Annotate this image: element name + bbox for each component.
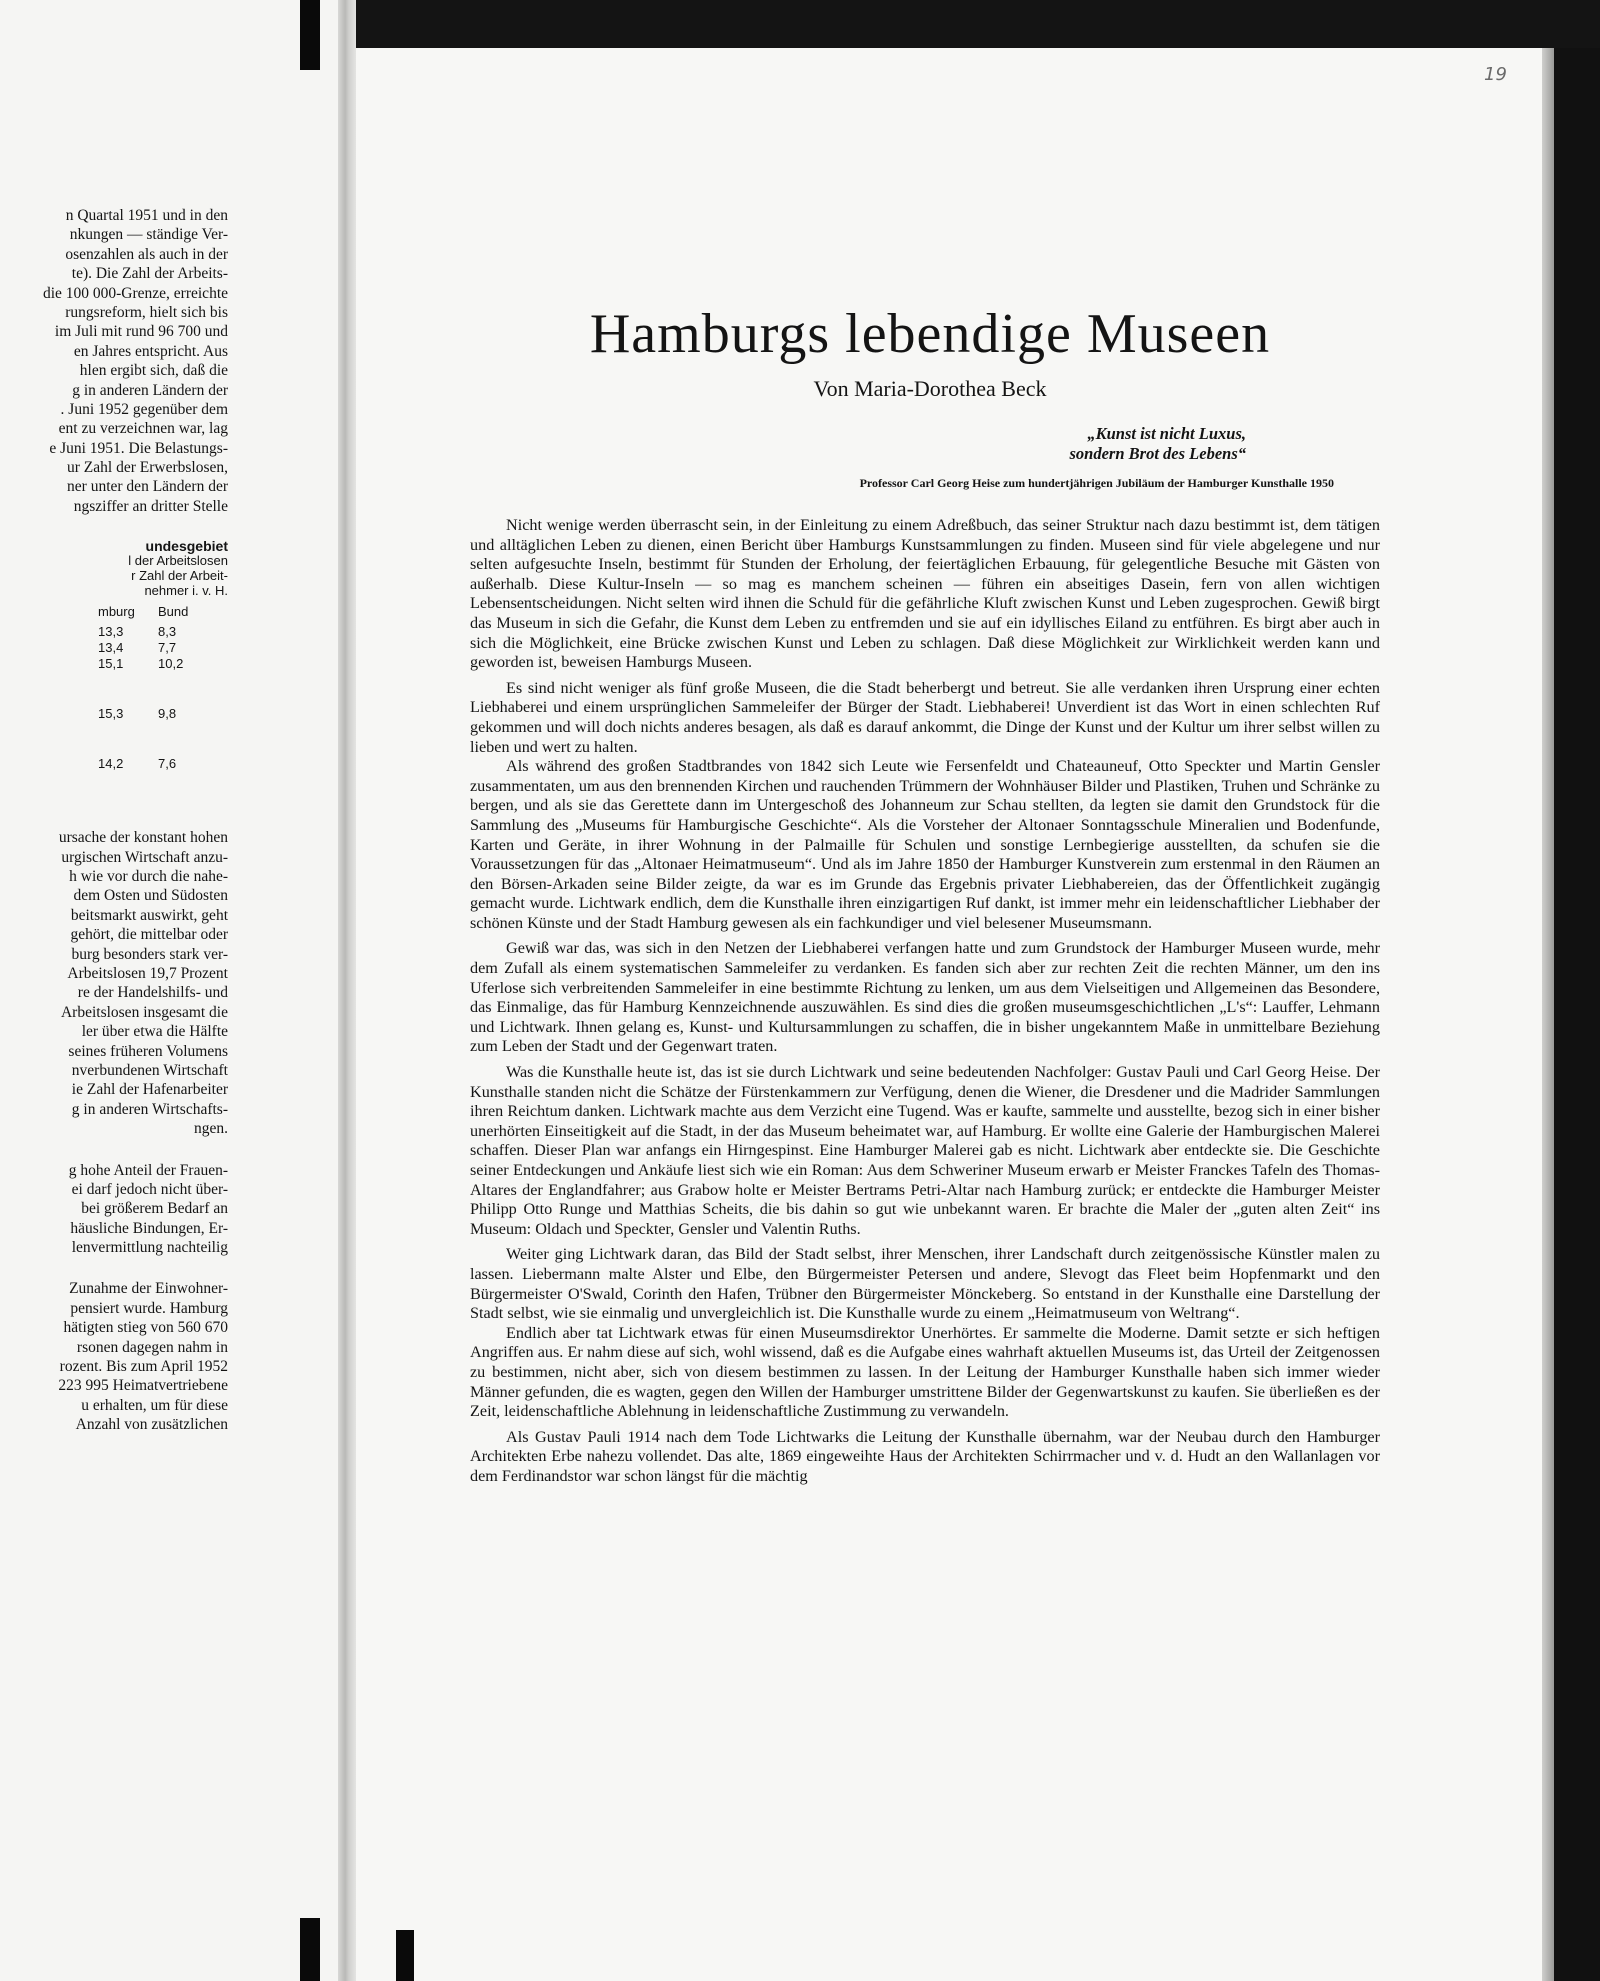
left-text-line: ent zu verzeichnen war, lag xyxy=(58,420,228,438)
left-text-line: seines früheren Volumens xyxy=(68,1042,228,1060)
left-text-line: burg besonders stark ver- xyxy=(71,945,228,963)
left-text-line: rungsreform, hielt sich bis xyxy=(65,303,228,321)
left-text-line: g in anderen Wirtschafts- xyxy=(71,1100,228,1118)
left-text-line: g hohe Anteil der Frauen- xyxy=(68,1161,228,1179)
scan-mark xyxy=(396,1930,414,1981)
left-text-block-top xyxy=(0,206,228,516)
table-row xyxy=(0,640,228,656)
left-text-line: h wie vor durch die nahe- xyxy=(69,868,228,886)
table-title: undesgebiet xyxy=(145,538,228,555)
left-text-line: 223 995 Heimatvertriebene xyxy=(58,1377,228,1395)
left-text-line: osenzahlen als auch in der xyxy=(65,245,228,263)
table-cell: 10,2 xyxy=(158,656,184,672)
left-text-line: ner unter den Ländern der xyxy=(67,478,228,496)
table-cell: 7,7 xyxy=(158,640,177,656)
article-paragraph: Gewiß war das, was sich in den Netzen der Liebhaberei verfangen hatte und zum Grundstock der Hamburger Museen wurde, mehr dem Zufall als einem systematischen Sammeleifer zu verdanken. Es fanden sich aber zur rechten Zeit die rechten Männer, um den ins Uferlose sich verbreitenden Sammeleifer in eine bestimmte Richtung zu lenken, um aus dem Vielseitigen und Allgemeinen das Besondere, das Einmalige, das für Hamburg Kennzeichnende auszuwählen. Es sind dies die großen museumsgeschichtlichen „L's“: Lauffer, Lehmann und Lichtwark. Ihnen gelang es, Kunst- und Kultursammlungen zu schaffen, die in bisher ungekanntem Maße in unmittelbare Beziehung zum Leben der Stadt und der Gegenwart traten. xyxy=(470,939,1380,1056)
table-row xyxy=(0,756,228,772)
table-header-line: r Zahl der Arbeit- xyxy=(131,568,228,584)
left-text-block-middle xyxy=(0,828,228,1138)
book-spine xyxy=(338,0,356,1981)
table-header-line: nehmer i. v. H. xyxy=(144,583,228,599)
article-paragraph: Endlich aber tat Lichtwark etwas für einen Museumsdirektor Unerhörtes. Er sammelte die Moderne. Damit setzte er sich heftigen Angriffen aus. Er nahm diese auf sich, wohl wissend, daß es die Aufgabe eines wahrhaft aktuellen Museums ist, das Urteil der Zeitgenossen zu bestimmen, nicht aber, sich von diesem bestimmen zu lassen. In der Leitung der Hamburger Kunsthalle haben sich immer wieder Männer gefunden, die es wagten, gegen den Willen der Hamburger umstrittene Bilder der Gegenwartskunst zu kaufen. Sie überließen es der Zeit, leidenschaftliche Ablehnung in leidenschaftliche Zustimmung zu verwandeln. xyxy=(470,1323,1380,1421)
left-text-line: nkungen — ständige Ver- xyxy=(69,226,228,244)
left-text-block-women xyxy=(0,1161,228,1258)
left-text-line: dem Osten und Südosten xyxy=(73,887,228,905)
table-cell: 7,6 xyxy=(158,756,177,772)
left-text-line: hlen ergibt sich, daß die xyxy=(79,362,228,380)
left-text-line: ur Zahl der Erwerbslosen, xyxy=(67,459,228,477)
table-cell: 13,3 xyxy=(98,624,124,640)
left-text-line: Zunahme der Einwohner- xyxy=(69,1280,228,1298)
left-text-line: en Jahres entspricht. Aus xyxy=(73,342,228,360)
left-text-line: im Juli mit rund 96 700 und xyxy=(54,323,228,341)
article-paragraph: Was die Kunsthalle heute ist, das ist sie durch Lichtwark und seine bedeutenden Nachfolger: Gustav Pauli und Carl Georg Heise. Der Kunsthalle standen nicht die Schätze der Fürstenkammern zur Verfügung, denen die Wiener, die Dresdener und die Madrider Sammlungen ihren Reichtum danken. Lichtwark machte aus dem Verzicht eine Tugend. Was er kaufte, sammelte und ausstellte, bezog sich in einer bisher unerhörten Einseitigkeit auf die Stadt, in der das Museum beheimatet war, auf Hamburg. Er wollte eine Galerie der Hamburgischen Malerei schaffen. Dieser Plan war anfangs ein Hirngespinst. Eine Hamburger Malerei gab es nicht. Lichtwark aber entdeckte sie. Die Geschichte seiner Entdeckungen und Ankäufe liest sich wie ein Roman: Aus dem Schweriner Museum erwarb er Meister Franckes Tafeln des Thomas-Altares der Englandfahrer; aus Grabow holte er Meister Bertrams Petri-Altar nach Hamburg zurück; er entdeckte die Hamburger Meister Philipp Otto Runge und Matthias Scheits, die bis dahin so gut wie unbekannt waren. Er brachte die Maler der „guten alten Zeit“ ins Museum: Oldach und Speckter, Gensler und Valentin Ruths. xyxy=(470,1063,1380,1238)
table-cell: 8,3 xyxy=(158,624,177,640)
epigraph-line: „Kunst ist nicht Luxus, xyxy=(1087,424,1246,443)
left-text-line: n Quartal 1951 und in den xyxy=(65,207,228,224)
left-text-line: e Juni 1951. Die Belastungs- xyxy=(49,439,228,457)
left-text-line: re der Handelshilfs- und xyxy=(77,984,228,1002)
left-text-line: . Juni 1952 gegenüber dem xyxy=(60,400,228,418)
left-text-line: gehört, die mittelbar oder xyxy=(70,926,228,944)
left-text-line: u erhalten, um für diese xyxy=(81,1396,228,1414)
article-byline: Von Maria-Dorothea Beck xyxy=(813,376,1047,401)
left-text-line: ler über etwa die Hälfte xyxy=(81,1023,228,1041)
table-cell: 15,3 xyxy=(98,706,124,722)
table-row xyxy=(0,706,228,722)
left-text-line: die 100 000-Grenze, erreichte xyxy=(42,284,228,302)
article-paragraph: Als während des großen Stadtbrandes von 1842 sich Leute wie Fersenfeldt und Chateauneuf, Otto Speckter und Martin Gensler zusammentaten, um aus den brennenden Kirchen und rauchenden Trümmern der Wohnhäuser Bilder und Plastiken, Truhen und Schränke zu bergen, und als sie das Gerettete dann im Untergeschoß des Johanneum zur Schau stellten, da legten sie damit den Grundstock für die Sammlung des „Museums für Hamburgische Geschichte“. Als die Vorsteher der Altonaer Sonntagsschule Mineralien und Bodenfunde, Karten und Geräte, in ihrer Wohnung in der Palmaille für Schulen und sonstige Lernbegierige ausstellten, da schufen sie die Voraussetzungen für das „Altonaer Heimatmuseum“. Und als im Jahre 1850 der Hamburger Kunstverein zum erstenmal in den Räumen an den Börsen-Arkaden seine Bilder zeigte, da war es im Grunde das Ergebnis privater Liebhabereien, das der Öffentlichkeit zugängig gemacht wurde. Lichtwark endlich, dem die Kunsthalle ihren einzigartigen Ruf dankt, ist immer mehr ein leidenschaftlicher Liebhaber der schönen Künste und der Stadt Hamburg gewesen als ein fachkundiger und viel belesener Museumsmann. xyxy=(470,757,1380,932)
epigraph-line: sondern Brot des Lebens“ xyxy=(1069,444,1246,463)
article-paragraph: Es sind nicht weniger als fünf große Museen, die die Stadt beherbergt und betreut. Sie alle verdanken ihren Ursprung einer echten Liebhaberei und einem ursprünglichen Sammeleifer der Bürger der Stadt. Liebhaberei! Unverdient ist das Wort in einen schlechten Ruf gekommen und will doch nichts anderes besagen, als daß es darauf ankommt, die Dinge der Kunst und der Kultur um ihrer selbst willen zu lieben und wert zu halten. xyxy=(470,678,1380,756)
table-header-line: l der Arbeitslosen xyxy=(128,553,228,569)
left-text-line: lenvermittlung nachteilig xyxy=(71,1239,228,1257)
left-text-line: rsonen dagegen nahm in xyxy=(76,1338,228,1356)
article-title: Hamburgs lebendige Museen xyxy=(589,303,1271,365)
left-text-line: te). Die Zahl der Arbeits- xyxy=(71,265,228,283)
left-text-block-bottom xyxy=(0,1279,228,1434)
left-text-line: ie Zahl der Hafenarbeiter xyxy=(71,1081,228,1099)
article-paragraph: Nicht wenige werden überrascht sein, in der Einleitung zu einem Adreßbuch, das seiner Struktur nach dazu bestimmt ist, dem tätigen und alltäglichen Leben zu dienen, einen Bericht über Hamburgs Kunstsammlungen zu finden. Museen sind für viele abgelegene und nur selten aufgesuchte Inseln, bestimmt für Stunden der Erholung, der feiertäglichen Erbauung, für gelegentliche Besuche mit Gästen von außerhalb. Diese Kultur-Inseln — so mag es manchem scheinen — führen ein abseitiges Dasein, fern von allen wichtigen Lebensentscheidungen. Nicht selten wird ihnen die Schuld für die gefährliche Kluft zwischen Kunst und Leben zugesprochen. Gewiß birgt das Museum in sich die Gefahr, die Kunst dem Leben zu entfremden und sie auf ein idyllisches Eiland zu entführen. Es birgt aber auch in sich die Möglichkeit, eine Brücke zwischen Kunst und Leben zu schlagen. Daß diese Möglichkeit zur Wirklichkeit werden kann und geworden ist, beweisen Hamburgs Museen. xyxy=(470,516,1380,672)
left-text-line: Arbeitslosen insgesamt die xyxy=(60,1003,228,1021)
left-text-line: ursache der konstant hohen xyxy=(58,829,228,847)
article-paragraph: Weiter ging Lichtwark daran, das Bild der Stadt selbst, ihrer Menschen, ihrer Landschaft durch zeitgenössische Künstler malen zu lassen. Liebermann malte Alster und Elbe, den Bürgermeister Petersen und andere, Slevogt das Fleet beim Hopfenmarkt und den Bürgermeister O'Swald, Corinth den Hafen, Trübner den Bürgermeister Mönckeberg. So entstand in der Kunsthalle eine Darstellung der Stadt selbst, wie sie einmalig und unvergleichlich ist. Die Kunsthalle wurde zu einem „Heimatmuseum von Weltrang“. xyxy=(470,1245,1380,1323)
epigraph-attribution: Professor Carl Georg Heise zum hundertjährigen Jubiläum der Hamburger Kunsthalle 1950 xyxy=(859,476,1334,490)
scan-border-top xyxy=(356,0,1600,48)
left-text-line: Arbeitslosen 19,7 Prozent xyxy=(67,964,228,982)
left-text-line: rozent. Bis zum April 1952 xyxy=(59,1358,228,1376)
table-row xyxy=(0,656,228,672)
left-text-line: g in anderen Ländern der xyxy=(72,381,228,399)
table-row xyxy=(0,624,228,640)
left-text-line: ei darf jedoch nicht über- xyxy=(71,1180,228,1198)
left-text-line: pensiert wurde. Hamburg xyxy=(70,1299,228,1317)
table-column-headers xyxy=(0,604,228,620)
left-text-line: Anzahl von zusätzlichen xyxy=(75,1416,228,1434)
left-text-line: bei größerem Bedarf an xyxy=(81,1200,228,1218)
left-text-line: häusliche Bindungen, Er- xyxy=(70,1219,228,1237)
left-text-line: beitsmarkt auswirkt, geht xyxy=(70,906,228,924)
left-text-line: urgischen Wirtschaft anzu- xyxy=(61,848,228,866)
left-text-line: ngsziffer an dritter Stelle xyxy=(73,497,228,515)
article-body xyxy=(470,516,1380,1493)
left-text-line: ngen. xyxy=(193,1120,228,1138)
scan-mark xyxy=(300,0,320,70)
table-cell: 14,2 xyxy=(98,756,124,772)
unemployment-table xyxy=(0,538,228,772)
table-cell: 9,8 xyxy=(158,706,177,722)
left-text-line: nverbundenen Wirtschaft xyxy=(71,1061,228,1079)
table-cell: 15,1 xyxy=(98,656,124,672)
table-cell: 13,4 xyxy=(98,640,124,656)
scan-mark xyxy=(300,1918,320,1981)
left-page-column xyxy=(0,206,228,1435)
column-header-bund: Bund xyxy=(158,604,189,620)
article-paragraph: Als Gustav Pauli 1914 nach dem Tode Lichtwarks die Leitung der Kunsthalle übernahm, war der Neubau durch den Hamburger Architekten Erbe nahezu vollendet. Das alte, 1869 eingeweihte Haus der Architekten Schirrmacher und v. d. Hudt an den Wallanlagen vor dem Ferdinandstor war schon längst für die mächtig xyxy=(470,1427,1380,1485)
page-edge xyxy=(1542,48,1554,1981)
column-header-hamburg: mburg xyxy=(98,604,135,620)
epigraph-quote xyxy=(900,424,1246,464)
left-text-line: hätigten stieg von 560 670 xyxy=(63,1319,228,1337)
handwritten-folio: 19 xyxy=(1484,64,1507,85)
